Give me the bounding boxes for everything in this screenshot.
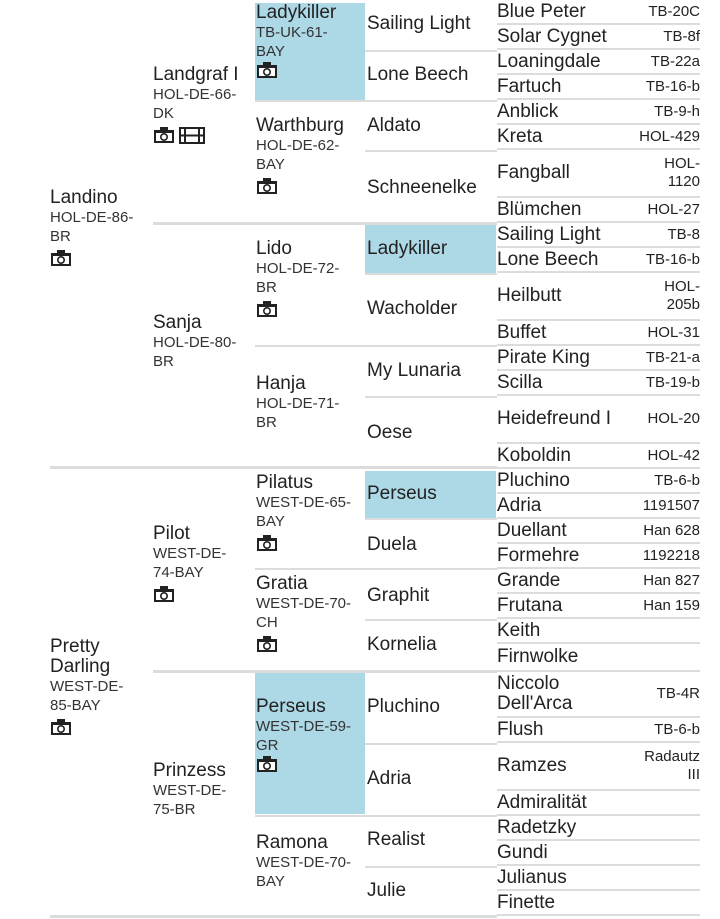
camera-icon[interactable] — [50, 249, 72, 267]
horse-registration: HOL-429 — [639, 127, 700, 145]
horse-registration: TB-UK-61-BAY — [256, 24, 328, 60]
horse-registration: TB-20C — [648, 2, 700, 20]
horse-registration: HOL-DE-62-BAY — [256, 137, 340, 173]
horse-registration: HOL-DE-71-BR — [256, 395, 340, 431]
camera-icon[interactable] — [256, 177, 278, 195]
gen2-horse-2[interactable] — [153, 313, 253, 371]
gen5-row[interactable] — [497, 198, 700, 223]
horse-name: Landino — [50, 188, 118, 208]
gen4-horse-13[interactable]: Pluchino — [367, 697, 440, 717]
gen5-row[interactable] — [497, 273, 700, 321]
gen5-row[interactable] — [497, 150, 700, 198]
horse-name: Finette — [497, 891, 556, 913]
horse-name: Keith — [497, 619, 541, 641]
horse-name: Blue Peter — [497, 0, 586, 22]
horse-registration: TB-8f — [663, 27, 700, 45]
horse-name: Ladykiller — [256, 3, 337, 23]
horse-name: Niccolo Dell'Arca — [497, 673, 573, 714]
gen4-horse-14[interactable]: Adria — [367, 769, 412, 789]
gen5-row[interactable] — [497, 866, 700, 891]
horse-name: Landgraf I — [153, 65, 239, 85]
horse-name: Kreta — [497, 125, 543, 147]
horse-name: Sailing Light — [497, 223, 601, 245]
gen5-row[interactable] — [497, 25, 700, 50]
camera-icon[interactable] — [256, 755, 278, 773]
gen5-row[interactable] — [497, 371, 700, 396]
horse-name: Heidefreund I — [497, 408, 612, 429]
horse-registration: 1192218 — [642, 546, 700, 564]
horse-name: Hanja — [256, 374, 306, 394]
horse-name: Ramzes — [497, 755, 567, 776]
gen4-horse-3[interactable]: Aldato — [367, 116, 421, 136]
gen5-row[interactable] — [497, 75, 700, 100]
horse-registration: HOL-42 — [647, 446, 700, 464]
divider — [153, 670, 497, 673]
gen5-row[interactable] — [497, 50, 700, 75]
horse-name: Anblick — [497, 100, 559, 122]
horse-registration: HOL-DE-66-DK — [153, 86, 237, 122]
divider — [365, 50, 497, 52]
horse-registration: Han 628 — [643, 521, 700, 539]
horse-name: Pirate King — [497, 346, 590, 368]
divider — [50, 466, 497, 469]
camera-icon[interactable] — [256, 300, 278, 318]
gen5-row[interactable] — [497, 346, 700, 371]
gen4-horse-7[interactable]: My Lunaria — [367, 361, 461, 381]
horse-name: Gratia — [256, 574, 308, 594]
divider — [255, 568, 497, 570]
gen5-row[interactable] — [497, 594, 700, 619]
horse-name: Blümchen — [497, 198, 582, 220]
horse-registration: HOL-31 — [647, 323, 700, 341]
gen4-horse-1[interactable]: Sailing Light — [367, 14, 471, 34]
gen4-horse-15[interactable]: Realist — [367, 830, 426, 850]
horse-name: Firnwolke — [497, 646, 579, 667]
gen3-horse-3[interactable] — [256, 239, 364, 318]
horse-name: Lone Beech — [497, 248, 599, 270]
gen5-row[interactable] — [497, 494, 700, 519]
divider — [365, 273, 497, 275]
horse-registration: HOL-DE-86-BR — [50, 209, 134, 245]
horse-registration: 1191507 — [642, 496, 700, 514]
horse-registration: TB-8 — [667, 225, 700, 243]
horse-registration: WEST-DE-75-BR — [153, 782, 227, 818]
gen3-horse-4[interactable] — [256, 374, 364, 432]
horse-name: Sanja — [153, 313, 202, 333]
gen5-row[interactable] — [497, 644, 700, 672]
gen1-horse-2[interactable] — [50, 637, 150, 736]
horse-name: Scilla — [497, 371, 543, 393]
horse-registration: HOL-DE-72-BR — [256, 260, 340, 296]
gen5-row[interactable] — [497, 100, 700, 125]
horse-name: Ramona — [256, 833, 328, 853]
divider — [50, 915, 497, 918]
gen5-row[interactable] — [497, 248, 700, 273]
horse-name: Fangball — [497, 162, 570, 183]
camera-icon[interactable] — [153, 126, 175, 144]
gen5-row[interactable] — [497, 569, 700, 594]
horse-name: Adria — [497, 494, 542, 516]
gen4-horse-10[interactable]: Duela — [367, 535, 417, 555]
horse-name: Admiralität — [497, 791, 587, 813]
divider — [255, 100, 497, 102]
horse-registration: HOL-DE-80-BR — [153, 334, 237, 370]
horse-registration: TB-6-b — [654, 471, 700, 489]
horse-registration: WEST-DE-74-BAY — [153, 545, 227, 581]
gen5-row[interactable] — [497, 544, 700, 569]
gen5-row[interactable] — [497, 396, 700, 444]
horse-name: Perseus — [256, 696, 326, 717]
gen5-row[interactable] — [497, 469, 700, 494]
horse-name: Radetzky — [497, 816, 577, 838]
horse-registration: TB-16-b — [645, 77, 700, 95]
horse-registration: TB-21-a — [645, 348, 700, 366]
gen5-row[interactable] — [497, 672, 700, 718]
divider — [153, 222, 497, 225]
horse-name: Julianus — [497, 866, 567, 888]
divider — [255, 815, 497, 817]
horse-name: Duellant — [497, 519, 567, 541]
horse-name: Grande — [497, 569, 561, 591]
horse-name: Buffet — [497, 321, 547, 343]
gen5-row[interactable] — [497, 891, 700, 916]
horse-registration: WEST-DE-70-BAY — [256, 854, 352, 890]
gen3-horse-8[interactable] — [256, 833, 364, 891]
gen5-row[interactable] — [497, 619, 700, 644]
horse-registration: HOL-205b — [664, 278, 700, 313]
divider — [365, 619, 497, 621]
gen4-horse-12[interactable]: Kornelia — [367, 635, 437, 655]
gen3-horse-2[interactable] — [256, 116, 364, 195]
horse-name: Pretty Darling — [50, 637, 111, 677]
horse-registration: WEST-DE-85-BAY — [50, 678, 124, 714]
gen2-horse-3[interactable] — [153, 524, 253, 603]
horse-name: Koboldin — [497, 444, 571, 466]
divider — [365, 396, 497, 398]
gen4-horse-11[interactable]: Graphit — [367, 586, 430, 606]
horse-registration: WEST-DE-59-GR — [256, 718, 352, 754]
horse-registration: WEST-DE-70-CH — [256, 595, 352, 631]
divider — [365, 866, 497, 868]
horse-name: Fartuch — [497, 75, 562, 97]
gen4-horse-6[interactable]: Wacholder — [367, 299, 458, 319]
horse-registration: TB-4R — [656, 685, 700, 702]
horse-registration: TB-19-b — [645, 373, 700, 391]
camera-icon[interactable] — [50, 718, 72, 736]
gen4-horse-9[interactable]: Perseus — [365, 471, 496, 518]
horse-name: Heilbutt — [497, 285, 562, 306]
film-icon[interactable] — [179, 126, 205, 144]
horse-registration: Han 827 — [643, 571, 700, 589]
horse-registration: TB-16-b — [645, 250, 700, 268]
gen3-horse-6[interactable] — [256, 574, 364, 653]
horse-name: Solar Cygnet — [497, 25, 607, 47]
gen1-horse-1[interactable] — [50, 188, 150, 267]
horse-name: Formehre — [497, 544, 580, 566]
horse-name: Gundi — [497, 841, 548, 863]
horse-registration: HOL-1120 — [664, 155, 700, 190]
divider — [255, 345, 497, 347]
gen5-row[interactable] — [497, 743, 700, 791]
divider — [365, 150, 497, 152]
camera-icon[interactable] — [153, 585, 175, 603]
gen4-horse-5[interactable]: Ladykiller — [365, 224, 496, 273]
gen5-row[interactable] — [497, 0, 700, 25]
gen3-horse-5[interactable] — [256, 473, 364, 552]
horse-registration: Han 159 — [643, 596, 700, 614]
horse-name: Pluchino — [497, 469, 570, 491]
divider — [365, 518, 497, 520]
gen5-row[interactable] — [497, 321, 700, 346]
gen2-horse-4[interactable] — [153, 761, 253, 819]
horse-name: Prinzess — [153, 761, 226, 781]
horse-name: Warthburg — [256, 116, 344, 136]
horse-name: Lido — [256, 239, 292, 259]
horse-registration: Radautz III — [644, 748, 700, 783]
horse-name: Loaningdale — [497, 50, 601, 72]
gen5-row[interactable] — [497, 791, 700, 816]
horse-registration: TB-6-b — [654, 720, 700, 738]
horse-registration: HOL-20 — [647, 410, 700, 427]
horse-name: Pilot — [153, 524, 190, 544]
horse-registration: TB-9-h — [654, 102, 700, 120]
horse-registration: HOL-27 — [647, 200, 700, 218]
gen4-horse-2[interactable]: Lone Beech — [367, 65, 469, 85]
horse-name: Pilatus — [256, 473, 314, 493]
gen5-row[interactable] — [497, 125, 700, 150]
gen4-horse-16[interactable]: Julie — [367, 881, 407, 901]
gen5-row[interactable] — [497, 444, 700, 469]
divider — [365, 743, 497, 745]
gen3-horse-7[interactable] — [255, 672, 365, 814]
gen3-horse-1[interactable] — [255, 3, 365, 100]
gen5-row[interactable] — [497, 223, 700, 248]
camera-icon[interactable] — [256, 534, 278, 552]
gen5-row[interactable] — [497, 841, 700, 866]
camera-icon[interactable] — [256, 635, 278, 653]
horse-name: Frutana — [497, 594, 563, 616]
gen2-horse-1[interactable] — [153, 65, 253, 144]
horse-registration: TB-22a — [650, 52, 700, 70]
gen4-horse-4[interactable]: Schneenelke — [367, 178, 477, 198]
horse-registration: WEST-DE-65-BAY — [256, 494, 352, 530]
horse-name: Flush — [497, 718, 544, 740]
gen5-row[interactable] — [497, 718, 700, 743]
gen4-horse-8[interactable]: Oese — [367, 423, 413, 443]
gen5-row[interactable] — [497, 816, 700, 841]
gen5-row[interactable] — [497, 519, 700, 544]
camera-icon[interactable] — [256, 61, 278, 79]
